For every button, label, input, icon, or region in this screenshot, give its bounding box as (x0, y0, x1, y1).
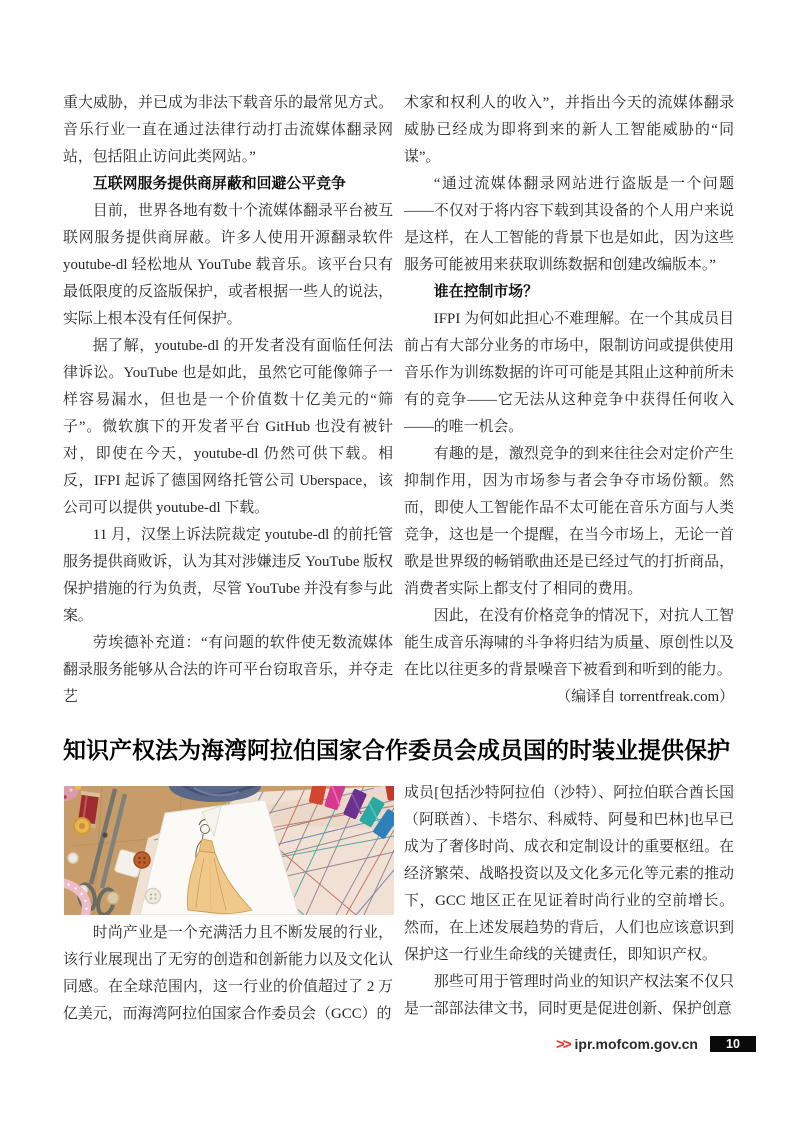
paragraph: 11 月，汉堡上诉法院裁定 youtube-dl 的前托管服务提供商败诉，认为其对涉嫌违反 YouTube 版权保护措施的行为负责，尽管 YouTube 并没有参与此案。 (63, 527, 393, 624)
paragraph: 因此，在没有价格竞争的情况下，对抗人工智能生成音乐海啸的斗争将归结为质量、原创性以及在比以往更多的背景噪音下被看到和听到的能力。 (404, 608, 734, 678)
article2-right-column (404, 780, 734, 1023)
paragraph: IFPI 为何如此担心不难理解。在一个其成员目前占有大部分业务的市场中，限制访问或提供使用音乐作为训练数据的许可可能是其阻止这种前所未有的竞争——它无法从这种竞争中获得任何收入——的唯一机会。 (404, 311, 734, 435)
paragraph: “通过流媒体翻录网站进行盗版是一个问题——不仅对于将内容下载到其设备的个人用户来说是这样，在人工智能的背景下也是如此，因为这些服务可能被用来获取训练数据和创建改编版本。” (404, 176, 734, 273)
paragraph: 重大威胁，并已成为非法下载音乐的最常见方式。音乐行业一直在通过法律行动打击流媒体翻录网站，包括阻止访问此类网站。” (63, 95, 393, 165)
article2-headline: 知识产权法为海湾阿拉伯国家合作委员会成员国的时装业提供保护 (63, 737, 730, 763)
article1-right-column (404, 90, 734, 711)
paragraph: 术家和权利人的收入”，并指出今天的流媒体翻录威胁已经成为即将到来的新人工智能威胁的“同谋”。 (404, 95, 734, 165)
paragraph: 成员[包括沙特阿拉伯（沙特）、阿拉伯联合酋长国（阿联酋）、卡塔尔、科威特、阿曼和巴林]也早已成为了奢侈时尚、成衣和定制设计的重要枢纽。在经济繁荣、战略投资以及文化多元化等元素的推动下，GCC 地区正在见证着时尚行业的空前增长。然而，在上述发展趋势的背后，人们也应该意识到保护这一行业生命线的关键责任，即知识产权。 (404, 785, 734, 963)
section-subheading: 谁在控制市场？ (433, 284, 539, 300)
paragraph: 据了解，youtube-dl 的开发者没有面临任何法律诉讼。YouTube 也是如此，虽然它可能像筛子一样容易漏水，但也是一个价值数十亿美元的“筛子”。微软旗下的开发者平台 GitHub 也没有被针对，即使在今天，youtube-dl 仍然可供下载。相反，IFPI 起诉了德国网络托管公司 Uberspace，该公司可以提供 youtube-dl 下载。 (63, 338, 393, 516)
paragraph: 那些可用于管理时尚业的知识产权法案不仅只是一部部法律文书，同时更是促进创新、保护创意 (404, 974, 734, 1017)
article2-left-column (63, 920, 393, 1028)
paragraph: 劳埃德补充道：“有问题的软件使无数流媒体翻录服务能够从合法的许可平台窃取音乐，并夺走艺 (63, 635, 393, 705)
paragraph: 有趣的是，激烈竞争的到来往往会对定价产生抑制作用，因为市场参与者会争夺市场份额。然而，即使人工智能作品不太可能在音乐方面与人类竞争，这也是一个提醒，在当今市场上，无论一首歌是世界级的畅销歌曲还是已经过气的打折商品，消费者实际上都支付了相同的费用。 (404, 446, 734, 597)
paragraph: 时尚产业是一个充满活力且不断发展的行业，该行业展现出了无穷的创造和创新能力以及文化认同感。在全球范围内，这一行业的价值超过了 2 万亿美元，而海湾阿拉伯国家合作委员会（GCC）的 (63, 925, 393, 1022)
fashion-design-photo (64, 786, 394, 915)
page-number-badge: 10 (710, 1036, 756, 1052)
chevron-right-icon: >> (556, 1035, 570, 1053)
page-footer (556, 1035, 756, 1053)
section-subheading: 互联网服务提供商屏蔽和回避公平竞争 (92, 176, 346, 192)
article1-left-column (63, 90, 393, 711)
source-credit: （编译自 torrentfreak.com） (556, 689, 734, 705)
footer-site-url: ipr.mofcom.gov.cn (574, 1036, 698, 1052)
fashion-design-photo-illustration (64, 786, 394, 915)
paragraph: 目前，世界各地有数十个流媒体翻录平台被互联网服务提供商屏蔽。许多人使用开源翻录软件 youtube-dl 轻松地从 YouTube 载音乐。该平台只有最低限度的反盗版保护，或者根据一些人的说法，实际上根本没有任何保护。 (63, 203, 393, 327)
